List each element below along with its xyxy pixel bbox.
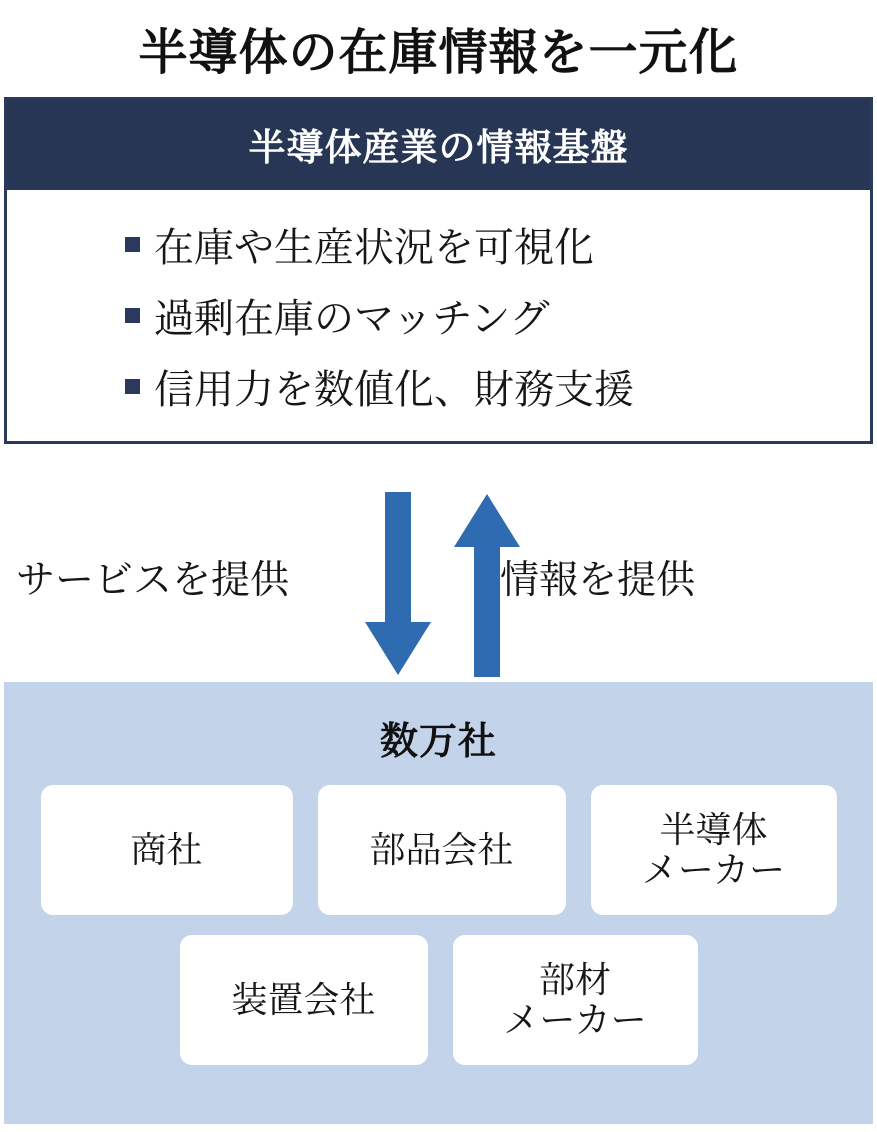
company-chip-line1: 装置会社 xyxy=(231,978,376,1020)
companies-panel xyxy=(4,682,873,1124)
companies-title: 数万社 xyxy=(379,721,497,763)
company-chip-trading xyxy=(41,785,293,915)
information-flow-label: 情報を提供 xyxy=(500,559,696,602)
company-chip-semiconductor-maker xyxy=(591,785,837,915)
companies-row-1 xyxy=(4,785,873,915)
page-title: 半導体の在庫情報を一元化 xyxy=(138,26,739,80)
company-chip-line1: 部品会社 xyxy=(369,828,514,870)
list-item xyxy=(7,287,870,344)
list-item xyxy=(7,216,870,273)
bullet-square-icon xyxy=(125,308,140,323)
platform-bullet-list xyxy=(7,190,870,441)
companies-row-2 xyxy=(4,935,873,1065)
bullet-square-icon xyxy=(125,379,140,394)
company-chip-line2: メーカー xyxy=(641,849,786,890)
bullet-label: 過剰在庫のマッチング xyxy=(154,297,550,341)
platform-panel xyxy=(4,97,873,444)
company-chip-line1: 半導体 xyxy=(659,808,768,850)
company-chip-parts xyxy=(318,785,566,915)
company-chip-material-maker xyxy=(453,935,698,1065)
company-chip-equipment xyxy=(180,935,428,1065)
platform-header: 半導体産業の情報基盤 xyxy=(7,100,870,190)
company-chip-line1: 部材 xyxy=(538,958,611,1000)
flow-arrows xyxy=(0,492,877,682)
bullet-label: 信用力を数値化、財務支援 xyxy=(154,368,634,412)
company-chip-line2: メーカー xyxy=(503,999,647,1040)
company-chip-line1: 商社 xyxy=(130,828,203,870)
bullet-square-icon xyxy=(125,237,140,252)
arrow-down-icon xyxy=(363,492,433,677)
bullet-label: 在庫や生産状況を可視化 xyxy=(154,226,594,270)
list-item xyxy=(7,358,870,415)
service-flow-label: サービスを提供 xyxy=(16,559,290,602)
